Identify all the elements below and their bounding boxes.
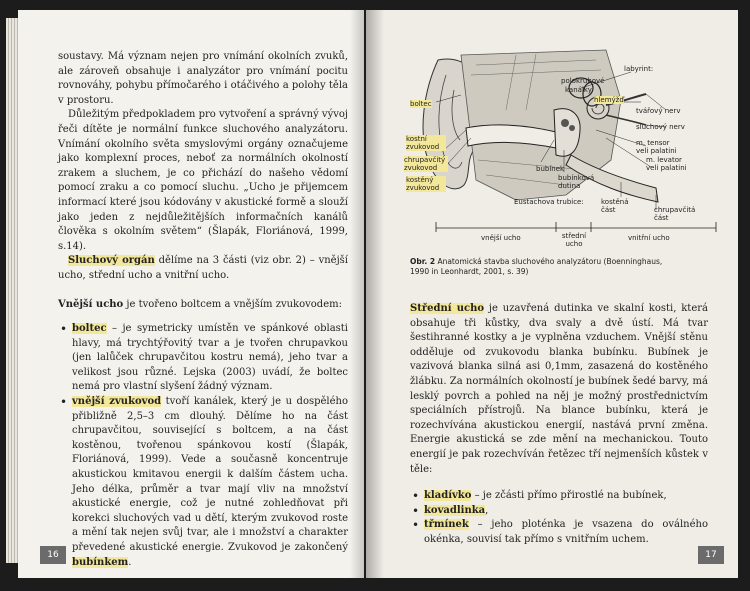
label-vnitrni-ucho: vnitřní ucho: [628, 234, 670, 242]
term-highlight: kladívko: [424, 490, 472, 502]
page-number: 16: [40, 546, 66, 564]
right-page: [366, 10, 738, 578]
label-labyrint: labyrint:: [624, 65, 654, 73]
label-boltec: boltec: [410, 100, 432, 108]
list-item-text: – je symetricky umístěn ve spánkové oblasti hlavy, má trychtýřovitý tvar a je tvořen chrupavkou (jen lalůček chrupavčitou kostru nemá), jeho tvar a velikost jsou různé. Lejska (2003) uvádí, že boltec nemá pro vlastní slyšení žádný význam.: [72, 323, 348, 393]
ossicle-list: [410, 489, 708, 547]
term-highlight: vnější zvukovod: [72, 396, 162, 408]
list-item: [410, 504, 708, 519]
term-highlight: boltec: [72, 323, 107, 335]
paragraph-text: dělíme na 3 části (viz obr. 2) – vnější ucho, střední ucho a vnitřní ucho.: [58, 255, 349, 281]
list-item-text: – je zčásti přímo přirostlé na bubínek,: [471, 490, 667, 502]
term-highlight: třmínek: [424, 519, 469, 531]
paragraph: Důležitým předpokladem pro vytvoření a správný vývoj řeči dítěte je normální funkce sluchového analyzátoru. Vnímání okolního světa smyslovými orgány označujeme jako komplexní proces, neboť za normálních okolností zrakem a sluchem, je co přichází do našeho vědomí pomocí zraku a co pomocí sluchu. „Ucho je přijemcem informací které jsou kódovány v akustické formě a slouží jako jeden z nejdůležitějších informačních kanálů člověka s okolním světem“ (Šlapák, Floriánová, 1999, s.14).: [58, 109, 348, 252]
list-item: [410, 489, 708, 504]
list-item-text: ,: [485, 504, 489, 516]
list-item-text: tvoří kanálek, který je u dospělého přibližně 2,5–3 cm dlouhý. Dělíme ho na část chrupavčitou, související s boltcem, a na část kostěnou, tvořenou spánkovou kostí (Šlapák, Floriánová, 1999). Vede a současně koncentruje akustickou kmitavou energii k dalším částem ucha. Jeho délka, průměr a tvar mají vliv na množství akustické energie, což je nutné zohledňovat při korekci sluchových vad u dětí, kterým zvukovod roste a mění tak nejen svůj tvar, ale i množství a charakter převedené akustické energie. Zvukovod je zakončený: [72, 396, 348, 553]
label-bubinkova-dutina: bubínková dutina: [558, 174, 595, 190]
caption-prefix: Obr. 2: [410, 257, 436, 266]
term-highlight: Střední ucho: [410, 303, 485, 314]
paragraph: soustavy. Má význam nejen pro vnímání okolních zvuků, ale zároveň obsahuje i analyzátor pro vnímání pocitu rovnováhy, pohybu přímočarého i otáčivého a polohy těla v prostoru.: [58, 51, 348, 106]
label-stredni-ucho: střední ucho: [561, 232, 587, 248]
label-hlemyzd: hlemýžď: [594, 96, 624, 104]
label-m-levator: m. levator: [646, 156, 682, 164]
list-item-text: – jeho ploténka je vsazena do oválného okénka, souvisí tak přímo s vnitřním uchem.: [424, 519, 708, 545]
label-chrupavcita-cast: chrupavčitá část: [654, 206, 696, 222]
label-kostni-zvukovod: kostní zvukovod: [406, 135, 446, 151]
label-chrupavcity-zvukovod: chrupavčitý zvukovod: [404, 156, 448, 172]
figure-caption: [410, 257, 670, 277]
page-number: 17: [698, 546, 724, 564]
term-highlight: kovadlinka: [424, 504, 486, 516]
left-page: [18, 10, 364, 578]
bullet-list: [58, 322, 348, 570]
paragraph-text: je tvořeno boltcem a vnějším zvukovodem:: [123, 298, 342, 310]
caption-text: Anatomická stavba sluchového analyzátoru (Boenninghaus, 1990 in Leonhardt, 2001, s. 39): [410, 257, 663, 276]
list-item: • vnější zvukovod tvoří kanálek, který je u dospělého přibližně 2,5–3 cm dlouhý. Dělíme ho na část chrupavčitou, související s boltcem, a na část kostěnou, tvořenou spánkovou kostí (Šlapák, Floriánová, 1999). Vede a současně koncentruje akustickou kmitavou energii k dalším částem ucha. Jeho délka, průměr a tvar mají vliv na množství akustické energie, což je nutné zohledňovat při korekci sluchových vad u dětí, kterým zvukovod roste a mění tak nejen svůj tvar, ale i množství a charakter převedené akustické energie. Zvukovod je zakončený bubínkem.: [58, 395, 348, 570]
label-kostena-cast: kostěná část: [601, 198, 629, 214]
term-highlight: bubínkem: [72, 556, 129, 568]
paragraph-text: je uzavřená dutinka ve skalní kosti, která obsahuje tři kůstky, dva svaly a dvě ústí. Má tvar šestihranné kostky a je vyplněna vzduchem. Vnější stěnu odděluje od zvukovodu blanka bubínku. Bubínek je vazivová blanka silná asi 0,1mm, zasazená do kostěného žlábku. Za normálních okolností je bubínek šedé barvy, má lesklý povrch a pohled na něj je možný prostřednictvím speciálních přístrojů. Na blance bubínku, která je rozechvívána akustickou energií, nastává první změna. Energie akustická se zde mění na mechanickou. Touto energií je pak rozechvíván řetězec tří nejmenších kůstek v těle:: [410, 303, 708, 475]
list-item: [58, 322, 348, 395]
term-highlight: Sluchový orgán: [68, 255, 155, 267]
section-term: Vnější ucho: [58, 298, 124, 310]
list-item: [410, 518, 708, 547]
label-veli-palatini-2: veli palatini: [646, 164, 687, 172]
left-page-text: [58, 50, 348, 570]
label-polokruhove: polokruhové: [561, 77, 605, 85]
page-edges: [6, 18, 18, 563]
label-kanalky: kanálky: [565, 86, 592, 94]
label-vnejsi-ucho: vnější ucho: [481, 234, 521, 242]
label-eustachova-trubice: Eustachova trubice:: [514, 198, 584, 206]
label-bubinek: bubínek: [536, 165, 565, 173]
ear-anatomy-figure: [366, 10, 738, 255]
gutter-shadow: [350, 10, 364, 578]
label-tvarovy-nerv: tvářový nerv: [636, 107, 681, 115]
label-m-tensor: m. tensor: [636, 139, 670, 147]
label-veli-palatini-1: veli palatini: [636, 147, 677, 155]
right-page-text: [410, 302, 708, 548]
label-kosteny-zvukovod: kostěný zvukovod: [406, 176, 446, 192]
label-sluchovy-nerv: sluchový nerv: [636, 123, 685, 131]
